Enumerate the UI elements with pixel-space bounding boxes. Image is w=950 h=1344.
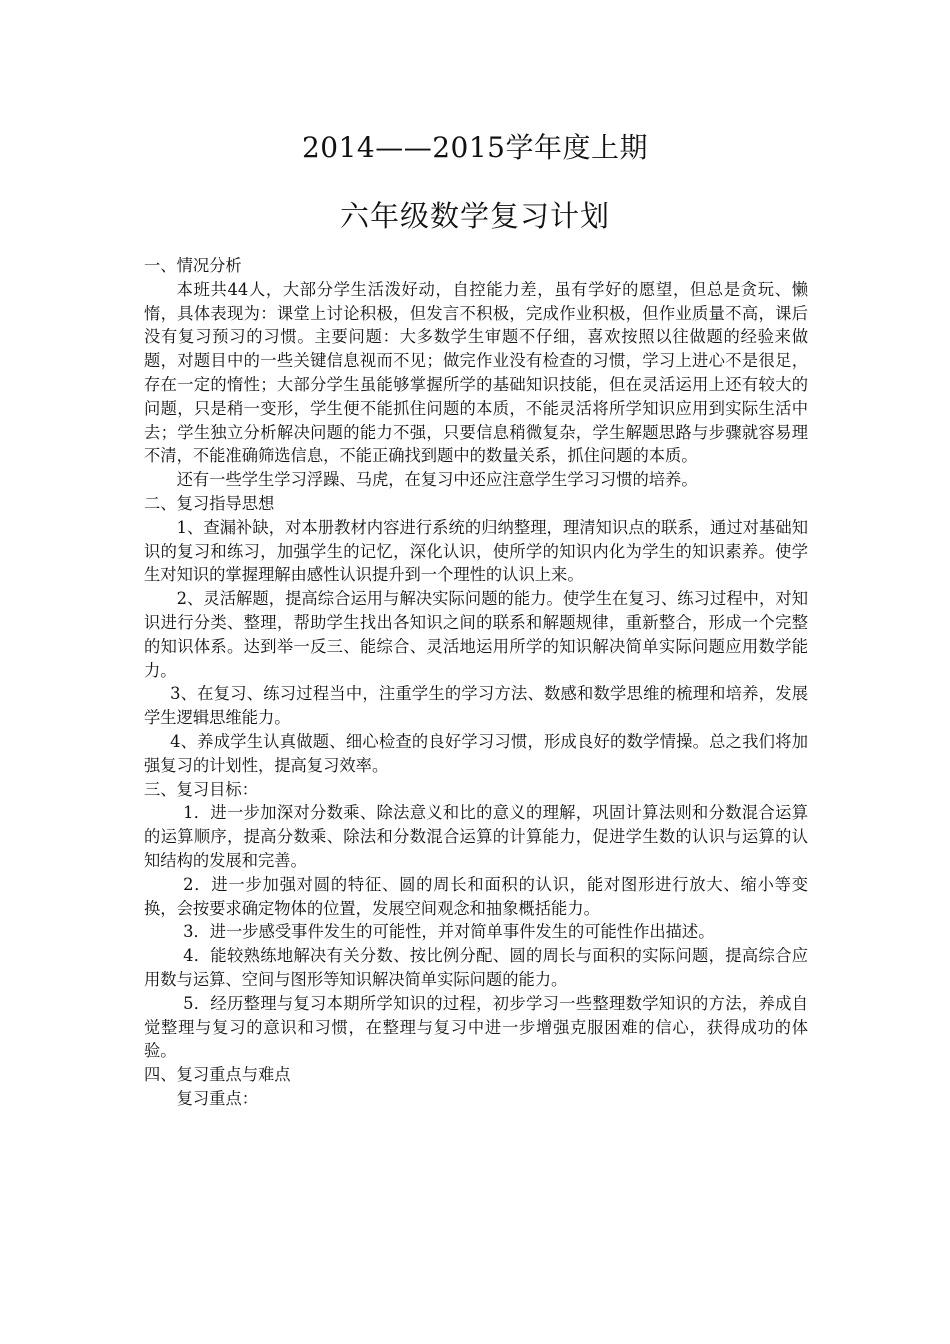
paragraph-guide-2: 2、灵活解题，提高综合运用与解决实际问题的能力。使学生在复习、练习过程中，对知识进行分类、整理，帮助学生找出各知识之间的联系和解题规律，重新整合，形成一个完整的知识体系。达到举一反三、能综合、灵活地运用所学的知识解决简单实际问题应用数学能力。 <box>144 589 808 680</box>
document-title: 六年级数学复习计划 <box>339 199 610 233</box>
paragraph-class-situation: 本班共44人，大部分学生活泼好动，自控能力差，虽有学好的愿望，但总是贪玩、懒惰，具体表现为：课堂上讨论积极，但发言不积极，完成作业积极，但作业质量不高，课后没有复习预习的习惯。主要问题：大多数学生审题不仔细，喜欢按照以往做题的经验来做题，对题目中的一些关键信息视而不见；做完作业没有检查的习惯，学习上进心不是很足，存在一定的惰性；大部分学生虽能够掌握所学的基础知识技能，但在灵活运用上还有较大的问题，只是稍一变形，学生便不能抓住问题的本质，不能灵活将所学知识应用到实际生活中去；学生独立分析解决问题的能力不强，只要信息稍微复杂，学生解题思路与步骤就容易理不清，不能准确筛选信息，不能正确找到题中的数量关系，抓住问题的本质。 <box>144 279 808 466</box>
paragraph-goal-5: 5．经历整理与复习本期所学知识的过程，初步学习一些整理数学知识的方法，养成自觉整理与复习的意识和习惯，在整理与复习中进一步增强克服困难的信心，获得成功的体验。 <box>144 993 808 1061</box>
paragraph-guide-1: 1、查漏补缺，对本册教材内容进行系统的归纳整理，理清知识点的联系，通过对基础知识的复习和练习，加强学生的记忆，深化认识，使所学的知识内化为学生的知识素养。使学生对知识的掌握理解由感性认识提升到一个理性的认识上来。 <box>144 517 808 585</box>
document-title-year: 2014——2015学年度上期 <box>301 131 649 164</box>
paragraph-goal-1: 1．进一步加深对分数乘、除法意义和比的意义的理解，巩固计算法则和分数混合运算的运算顺序，提高分数乘、除法和分数混合运算的计算能力，促进学生数的认识与运算的认知结构的发展和完善。 <box>144 803 808 870</box>
section-heading-guiding-idea: 二、复习指导思想 <box>144 493 275 513</box>
section-heading-analysis: 一、情况分析 <box>144 256 242 275</box>
paragraph-goal-2: 2．进一步加强对圆的特征、圆的周长和面积的认识，能对图形进行放大、缩小等变换，会按要求确定物体的位置，发展空间观念和抽象概括能力。 <box>144 874 808 918</box>
paragraph-guide-4: 4、养成学生认真做题、细心检查的良好学习习惯，形成良好的数学情操。总之我们将加强复习的计划性，提高复习效率。 <box>144 731 808 775</box>
paragraph-guide-3: 3、在复习、练习过程当中，注重学生的学习方法、数感和数学思维的梳理和培养，发展学生逻辑思维能力。 <box>144 684 808 728</box>
section-heading-key-points: 四、复习重点与难点 <box>144 1065 291 1085</box>
paragraph-key-points: 复习重点： <box>176 1088 259 1108</box>
document-body <box>144 254 808 1111</box>
paragraph-study-habits: 还有一些学生学习浮躁、马虎，在复习中还应注意学生学习习惯的培养。 <box>176 470 698 490</box>
paragraph-goal-3: 3．进一步感受事件发生的可能性，并对简单事件发生的可能性作出描述。 <box>183 922 715 942</box>
paragraph-goal-4: 4．能较熟练地解决有关分数、按比例分配、圆的周长与面积的实际问题，提高综合应用数与运算、空间与图形等知识解决简单实际问题的能力。 <box>144 946 808 989</box>
section-heading-goals: 三、复习目标： <box>144 779 258 799</box>
